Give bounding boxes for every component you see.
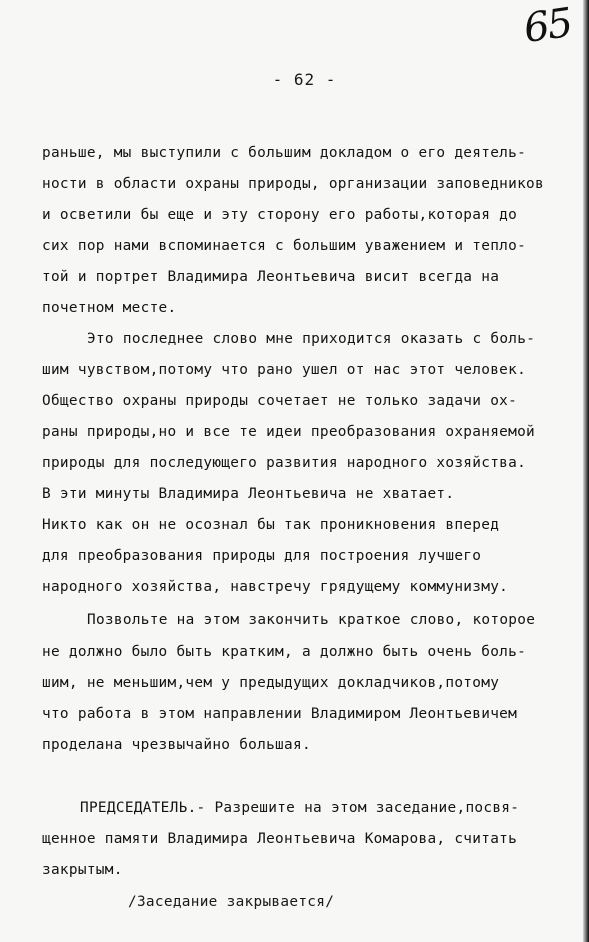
text-line: что работа в этом направлении Владимиром Леонтьевичем bbox=[42, 706, 518, 722]
text-line: сих пор нами вспоминается с большим уважением и тепло- bbox=[42, 238, 527, 254]
text-line: В эти минуты Владимира Леонтьевича не хватает. bbox=[42, 486, 455, 502]
text-line: закрытым. bbox=[42, 862, 123, 878]
text-line: Позвольте на этом закончить краткое слово, которое bbox=[87, 612, 536, 628]
text-line: раны природы,но и все те идеи преобразования охраняемой bbox=[42, 424, 536, 440]
text-line: и осветили бы еще и эту сторону его работы,которая до bbox=[42, 207, 518, 223]
text-line: не должно было быть кратким, а должно быть очень боль- bbox=[42, 644, 527, 660]
handwritten-folio-number: 65 bbox=[521, 0, 574, 53]
text-line: народного хозяйства, навстречу грядущему коммунизму. bbox=[42, 579, 509, 595]
text-line: Это последнее слово мне приходится оказать с боль- bbox=[87, 331, 536, 347]
page-edge-shadow bbox=[583, 0, 589, 942]
text-line: щенное памяти Владимира Леонтьевича Комарова, считать bbox=[42, 831, 518, 847]
text-line: почетном месте. bbox=[42, 300, 177, 316]
closing-remark: /Заседание закрывается/ bbox=[128, 894, 335, 910]
text-line: Общество охраны природы сочетает не только задачи ох- bbox=[42, 393, 518, 409]
text-line: раньше, мы выступили с большим докладом о его деятель- bbox=[42, 145, 527, 161]
text-line: шим, не меньшим,чем у предыдущих докладчиков,потому bbox=[42, 675, 500, 691]
text-line: природы для последующего развития народного хозяйства. bbox=[42, 455, 527, 471]
page-number: - 62 - bbox=[272, 70, 337, 89]
text-line: для преобразования природы для построения лучшего bbox=[42, 548, 482, 564]
text-line: Никто как он не осознал бы так проникновения вперед bbox=[42, 517, 500, 533]
text-line: шим чувством,потому что рано ушел от нас этот человек. bbox=[42, 362, 527, 378]
text-line: ПРЕДСЕДАТЕЛЬ.- Разрешите на этом заседание,посвя- bbox=[80, 800, 520, 816]
text-line: ности в области охраны природы, организации заповедников bbox=[42, 176, 544, 192]
text-line: той и портрет Владимира Леонтьевича висит всегда на bbox=[42, 269, 500, 285]
text-line: проделана чрезвычайно большая. bbox=[42, 737, 311, 753]
